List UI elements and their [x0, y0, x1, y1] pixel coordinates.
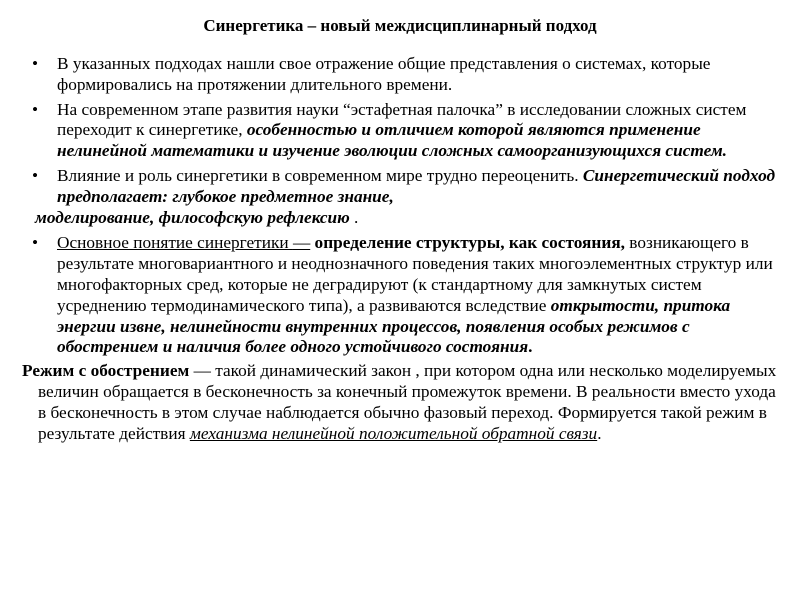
bullet-icon: • [32, 99, 39, 119]
bullet-text: . [349, 207, 359, 227]
paragraph-text: — такой динамический закон , при котором одна или несколько моделируемых величин обращается в бесконечность за конечный промежуток времени. В реальности вместо ухода в бесконечность в этом случае наблюдается обычно фазовый переход. Формируется такой режим в результате действия [38, 361, 777, 443]
bullet-item [22, 100, 782, 162]
bullet-text: Влияние и роль синергетики в современном мире трудно переоценить. [57, 165, 583, 185]
feedback-link[interactable]: механизма нелинейной положительной обратной связи [189, 423, 598, 443]
paragraph-text: . [597, 423, 602, 443]
term-text: Режим с обострением [22, 361, 190, 381]
emphasis-text: особенностью и отличием которой являются применение нелинейной математики и изучение эволюции сложных самоорганизующихся систем. [57, 120, 727, 161]
definition-text: определение структуры, как состояния, [310, 233, 625, 253]
dash-text: — [292, 233, 311, 253]
bullet-text: В указанных подходах нашли свое отражение общие представления о системах, которые формировались на протяжении длительного времени. [57, 54, 711, 94]
bullet-text: На современном этапе развития науки “эстафетная палочка” в исследовании сложных систем переходит к синергетике, [57, 99, 747, 140]
bullet-text: возникающего в результате многовариантного и неоднозначного поведения таких многоэлементных структур или многофакторных сред, которые не деградируют (к стандартному для замкнутых систем усреднению термодинамического типа), а развиваются вследствие [57, 233, 773, 315]
bullet-continuation [22, 208, 782, 229]
emphasis-text: Синергетический подход предполагает: глубокое предметное знание, [57, 165, 776, 206]
bullet-icon: • [32, 165, 39, 185]
emphasis-text: моделирование, философскую рефлексию [35, 207, 350, 227]
emphasis-text: открытости, притока энергии извне, нелинейности внутренних процессов, появления особых режимов с обострением и наличия более одного устойчивого состояния [57, 295, 731, 357]
slide-title: Синергетика – новый междисциплинарный подход [203, 16, 597, 35]
bullet-item [22, 166, 782, 208]
bullet-icon: • [32, 233, 39, 253]
slide-content [22, 54, 782, 444]
bullet-icon: • [32, 54, 39, 73]
bullet-item [22, 54, 782, 96]
bullet-item [22, 233, 782, 358]
bullet-text: . [528, 337, 533, 357]
definition-paragraph [22, 361, 782, 444]
key-concept-text: Основное понятие синергетики [57, 233, 293, 253]
